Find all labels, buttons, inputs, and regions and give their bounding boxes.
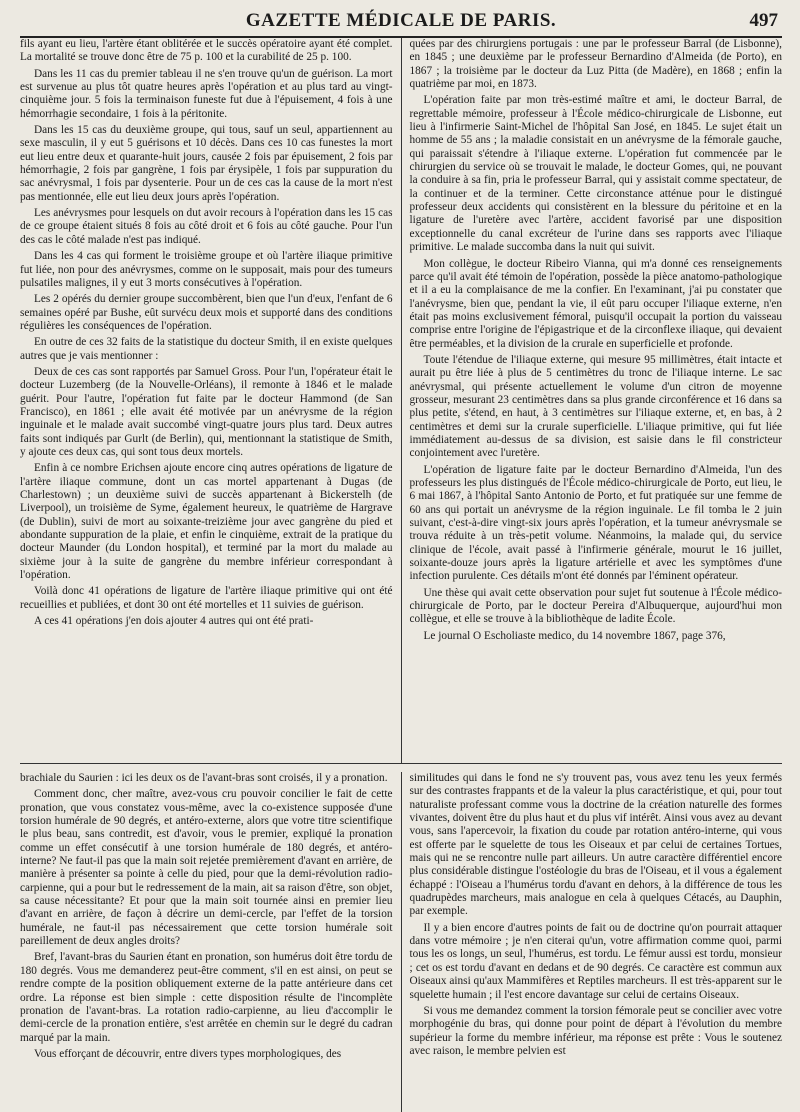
paragraph: Bref, l'avant-bras du Saurien étant en pronation, son humérus doit être tordu de 180 degrés. Vous me demanderez peut-être comment, s'il en est ainsi, on peut se rendre compte de la position obliquement externe de la patte antérieure dans cet ordre. La réponse est bien simple : cette disposition résulte de l'incomplète pronation de l'avant-bras. La rotation radio-carpienne, au lieu d'accomplir le demi-cercle de la pronation entière, s'est arrêtée en chemin sur le degré du cadran marqué par la main. [20,951,393,1044]
lower-right-column [402,772,783,1112]
paragraph: Si vous me demandez comment la torsion fémorale peut se concilier avec votre morphogénie du bras, qui donne pour point de départ à l'évolution du membre supérieur la forme du membre inférieur, ma réponse est prête : Vous le soutenez avec raison, le membre pelvien est [409,1004,782,1057]
page-number: 497 [749,10,778,31]
paragraph: brachiale du Saurien : ici les deux os de l'avant-bras sont croisés, il y a pronation. [20,772,388,784]
paragraph: En outre de ces 32 faits de la statistique du docteur Smith, il en existe quelques autres que je vais mentionner : [20,336,393,362]
upper-right-column [402,38,783,763]
page-header [20,6,782,38]
paragraph: Dans les 4 cas qui forment le troisième groupe et où l'artère iliaque primitive fut liée, non pour des anévrysmes, comme on le supposait, mais pour des tumeurs pulsatiles malignes, il y eut 3 morts consécutives à l'opération. [20,250,393,289]
paragraph: fils ayant eu lieu, l'artère étant oblitérée et le succès opératoire ayant été complet. La mortalité se trouve donc être de 75 p. 100 et la curabilité de 25 p. 100. [20,38,393,64]
paragraph: Dans les 15 cas du deuxième groupe, qui tous, sauf un seul, appartiennent au sexe masculin, il y eut 5 guérisons et 10 décès. Dans ces 10 cas funestes la mort eut lieu entre deux et quarante-huit jours, causée 2 fois par épuisement, 2 fois par hémorrhagie, 2 fois par gangrène, 1 fois par érysipèle, 1 fois par suppuration du sac anévrysmal, 1 fois par dysenterie. Pour un de ces cas la cause de la mort n'est pas mentionnée, elle eut lieu deux jours après l'opération. [20,124,393,203]
paragraph: A ces 41 opérations j'en dois ajouter 4 autres qui ont été prati- [34,615,314,628]
paragraph: Une thèse qui avait cette observation pour sujet fut soutenue à l'École médico-chirurgicale de Porto, par le docteur Pereira d'Albuquerque, aujourd'hui mon collègue, et elle se trouve à la bibliothèque de ladite École. [409,586,782,626]
upper-article [20,38,782,764]
lower-left-column [20,772,402,1112]
paragraph: Vous efforçant de découvrir, entre divers types morphologiques, des [34,1047,342,1060]
paragraph: Voilà donc 41 opérations de ligature de l'artère iliaque primitive qui ont été recueillies et publiées, et dont 30 ont été mortelles et 11 suivies de guérison. [20,585,393,611]
paragraph: L'opération de ligature faite par le docteur Bernardino d'Almeida, l'un des professeurs les plus distingués de l'École médico-chirurgicale de Porto, eut lieu, le 6 mai 1867, à l'hôpital Santo Antonio de Porto, et fut pratiquée sur une femme de 60 ans qui portait un anévrysme de la région inguinale. Le fil tomba le 2 juin suivant, c'est-à-dire vingt-six jours après l'opération, et la tumeur anévrysmale se trouva réduite à un très-petit volume. Néanmoins, la malade qui, du service clinique de l'école, avait passé à l'infirmerie générale, mourut le 16 juillet, soixante-douze jours après la ligature artérielle et avec les symptômes d'une infection purulente. Ces détails m'ont été donnés par l'éminent opérateur. [409,463,782,583]
paragraph: Il y a bien encore d'autres points de fait ou de doctrine qu'on pourrait attaquer dans votre mémoire ; je n'en citerai qu'un, votre affirmation comme quoi, parmi tous les os longs, un seul, l'humérus, est tordu. Le fémur aussi est tordu, monsieur ; cet os est tordu d'avant en dedans et de 90 degrés. Ce caractère est commun aux Oiseaux ainsi qu'aux Mammifères et Reptiles marcheurs. Il est très-apparent sur le squelette humain ; il l'est encore davantage sur celui de certains Oiseaux. [409,921,782,1001]
upper-left-column [20,38,402,763]
page-title: GAZETTE MÉDICALE DE PARIS. [245,10,557,31]
paragraph: Deux de ces cas sont rapportés par Samuel Gross. Pour l'un, l'opérateur était le docteur Luzemberg (de la Nouvelle-Orléans), il remonte à 1846 et le malade guérit. Pour l'autre, l'opération fut faite par le docteur Hammond (de San Francisco), en 1861 ; elle avait été motivée par un anévrysme de la région inguinale et le malade avait succombé vingt-quatre jours plus tard. Deux autres faits sont indiqués par Gurlt (de Berlin), qui, mentionnant la statistique de Smith, y ajoute ces deux cas, qui sont tous deux mortels. [20,365,393,458]
paragraph: Toute l'étendue de l'iliaque externe, qui mesure 95 millimètres, était intacte et aurait pu être liée à plus de 5 centimètres du tronc de l'iliaque interne. Le sac anévrysmal, qui présente actuellement le volume d'un citron de moyenne grosseur, mesurant 23 centimètres dans sa plus grande circonférence et 16 dans sa plus petite, s'étend, en haut, à 3 centimètres sur l'iliaque externe, et, en bas, à 2 centimètres et demi sur la crurale superficielle. L'iliaque primitive, qui fut liée immédiatement au-dessus de sa division, est saisie dans le fil constricteur conjointement avec l'uretère. [409,353,782,460]
paragraph: Les anévrysmes pour lesquels on dut avoir recours à l'opération dans les 15 cas de ce groupe étaient situés 8 fois au côté droit et 6 fois au côté gauche. Pour l'un des cas le côté malade n'est pas indiqué. [20,207,393,246]
lower-article [20,764,782,1112]
paragraph: Enfin à ce nombre Erichsen ajoute encore cinq autres opérations de ligature de l'artère iliaque commune, dont un cas mortel appartenant à Dugas (de Charlestown) ; un deuxième suivi de succès appartenant à Bickerstelh (de Liverpool), un troisième de Syme, également heureux, le quatrième de Hargrave (de Dublin), suivi de mort au soixante-treizième jour avec gangrène du pied et abondante suppuration de la plaie, et enfin le cinquième, extrait de la pratique du docteur Maunder (du London hospital), et terminé par la mort du malade au sixième jour à la suite de gangrène du membre inférieur correspondant à l'opération. [20,462,393,582]
paragraph: Mon collègue, le docteur Ribeiro Vianna, qui m'a donné ces renseignements parce qu'il avait été témoin de l'opération, possède la pièce anatomo-pathologique et il a eu la complaisance de me la confier. En l'examinant, j'ai pu constater que l'anévrysme, bien que, pendant la vie, il eût paru occuper l'iliaque externe, n'en était pas moins exclusivement fémoral, puisqu'il occupait la portion du vaisseau comprise entre l'origine de l'épigastrique et de la circonflexe iliaque, qui devaient être perméables, et la division de la crurale en superficielle et profonde. [409,257,782,350]
paragraph: similitudes qui dans le fond ne s'y trouvent pas, vous avez tenu les yeux fermés sur des contrastes frappants et de la valeur la plus caractéristique, et qui, pour tout naturaliste professant comme vous la doctrine de la création naturelle des formes vivantes, doivent être du plus haut et du plus vif intérêt. Ainsi vous avez au devant vous, sans l'apercevoir, la fixation du coude par rotation antéro-interne, qui vous est offerte par le squelette de tous les Oiseaux et par celui de certaines Tortues, mais qui ne se rencontre nulle part ailleurs. Un autre caractère différentiel encore plus considérable distingue l'ostéologie du bras de l'Oiseau, et il vous a également échappé : l'Oiseau a l'humérus tordu d'avant en dehors, à la différence de tous les quadrupèdes marcheurs, mais analogue en cela à quelques Cétacés, au Dauphin, par exemple. [409,772,782,918]
paragraph: Le journal O Escholiaste medico, du 14 novembre 1867, page 376, [423,629,726,642]
paragraph: Dans les 11 cas du premier tableau il ne s'en trouve qu'un de guérison. La mort est survenue au plus tôt quatre heures après l'opération et au plus tard au vingt-cinquième jour. 5 fois la terminaison funeste fut due à l'épuisement, 4 fois à une hémorrhagie secondaire, 1 fois à la péritonite. [20,67,393,120]
paragraph: Comment donc, cher maître, avez-vous cru pouvoir concilier le fait de cette pronation, que vous constatez vous-même, avec la co-existence supposée d'une torsion humérale de 90 degrés, et antéro-externe, alors que votre titre scientifique le plus beau, sans contredit, est d'avoir, vous le premier, expliqué la pronation comme un effet consécutif à une torsion humérale de 180 degrés, et antéro-interne? Ne faut-il pas que la main soit rejetée premièrement d'avant en arrière, de manière à présenter sa pointe à celle du pied, pour que la demi-révolution radio-carpienne, qui a pour but le redressement de la main, ait sa raison d'être, son objet, sa cause nécessitante? Et pour que la main soit tournée ainsi en premier lieu d'avant en arrière, de façon à décrire un demi-cercle, par l'effet de la torsion humérale, ne faut-il pas nécessairement que cette torsion humérale soit pareillement de deux angles droits? [20,788,393,948]
paragraph: quées par des chirurgiens portugais : une par le professeur Barral (de Lisbonne), en 1845 ; une deuxième par le professeur Bernardino d'Almeida (de Porto), en 1867 ; la troisième par le docteur da Luz Pitta (de Madère), en 1868 ; enfin la quatrième par moi, en 1873. [409,38,782,91]
paragraph: Les 2 opérés du dernier groupe succombèrent, bien que l'un d'eux, l'enfant de 6 semaines opéré par Bushe, eût survécu deux mois et supporté dans des conditions régulières les conséquences de l'opération. [20,293,393,332]
paragraph: L'opération faite par mon très-estimé maître et ami, le docteur Barral, de regrettable mémoire, professeur à l'École médico-chirurgicale de Lisbonne, eut lieu à l'infirmerie Saint-Michel de l'hôpital San José, en 1845. Le sujet était un homme de 55 ans ; la maladie consistait en un anévrysme de la fémorale gauche, qui paraissait s'étendre à l'iliaque externe. L'opération fut commencée par le chirurgien du service où se trouvait le malade, le docteur Gomes, qui, ne pouvant la conduire à sa fin, pria le professeur Barral, qui y assistait comme spectateur, de la continuer et de la terminer. Cette circonstance atténue pour le distingué professeur deux accidents qui consistèrent en la blessure du péritoine et en la ligature de l'uretère avec l'artère, accident favorisé par une disposition exceptionnelle du canal excréteur de l'urine dans ses rapports avec l'iliaque primitive. Le malade succomba dans la nuit qui suivit. [409,94,782,254]
